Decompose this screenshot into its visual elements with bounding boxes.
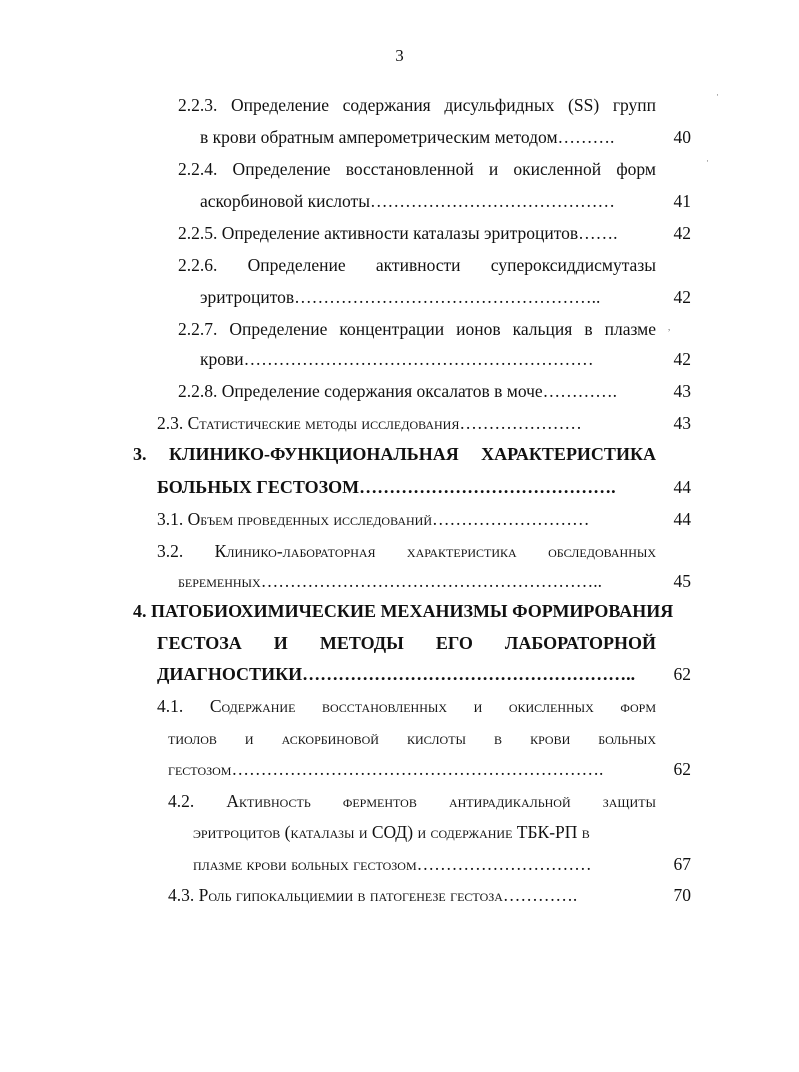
toc-entry-2-2-4-line-1: 2.2.4. Определение восстановленной и окисленной форм xyxy=(178,159,656,179)
scan-speck: , xyxy=(668,322,671,332)
toc-page-2-2-3: 40 xyxy=(673,127,691,147)
toc-entry-2-2-7-line-1: 2.2.7. Определение концентрации ионов кальция в плазме xyxy=(178,319,656,339)
toc-entry-4-2-line-2: эритроцитов (каталазы и СОД) и содержание ТБК-РП в xyxy=(193,822,590,842)
toc-entry-4-1-line-2: тиолов и аскорбиновой кислоты в крови больных xyxy=(168,728,656,748)
toc-page-4-3: 70 xyxy=(673,885,691,905)
toc-entry-3-2-line-2: беременных………………………………………………….. xyxy=(178,571,602,591)
toc-page-chapter-3: 44 xyxy=(673,477,691,497)
toc-chapter-3-line-1: 3. КЛИНИКО-ФУНКЦИОНАЛЬНАЯ ХАРАКТЕРИСТИКА xyxy=(133,444,656,464)
toc-chapter-3-line-2: БОЛЬНЫХ ГЕСТОЗОМ……………………………………. xyxy=(157,477,616,497)
scan-speck: · xyxy=(706,156,709,166)
toc-entry-4-2-line-1: 4.2. Активность ферментов антирадикальной защиты xyxy=(168,791,656,811)
toc-page-4-2: 67 xyxy=(673,854,691,874)
toc-chapter-4-line-2: ГЕСТОЗА И МЕТОДЫ ЕГО ЛАБОРАТОРНОЙ xyxy=(157,633,656,653)
toc-entry-2-2-4-line-2: аскорбиновой кислоты…………………………………… xyxy=(200,191,615,211)
toc-chapter-4-line-3: ДИАГНОСТИКИ……………………………………………….. xyxy=(157,664,636,684)
toc-page-2-2-5: 42 xyxy=(673,223,691,243)
toc-page-2-3: 43 xyxy=(673,413,691,433)
toc-entry-2-2-6-line-2: эритроцитов…………………………………………….. xyxy=(200,287,601,307)
toc-entry-3-1: 3.1. Объем проведенных исследований……………………… xyxy=(157,509,590,529)
toc-entry-2-2-3-line-1: 2.2.3. Определение содержания дисульфидных (SS) групп xyxy=(178,95,656,115)
toc-entry-4-1-line-1: 4.1. Содержание восстановленных и окисленных форм xyxy=(157,696,656,716)
toc-page-3-2: 45 xyxy=(673,571,691,591)
toc-page-2-2-4: 41 xyxy=(673,191,691,211)
toc-entry-2-2-8: 2.2.8. Определение содержания оксалатов в моче…………. xyxy=(178,381,618,401)
toc-page-3-1: 44 xyxy=(673,509,691,529)
scan-speck: · xyxy=(716,90,719,100)
toc-page-4-1: 62 xyxy=(673,759,691,779)
toc-entry-2-3: 2.3. Статистические методы исследования………………… xyxy=(157,413,582,433)
toc-entry-3-2-line-1: 3.2. Клинико-лабораторная характеристика обследованных xyxy=(157,541,656,561)
toc-page-2-2-7: 42 xyxy=(673,349,691,369)
toc-page-chapter-4: 62 xyxy=(673,664,691,684)
toc-entry-4-2-line-3: плазме крови больных гестозом………………………… xyxy=(193,854,592,874)
toc-entry-2-2-6-line-1: 2.2.6. Определение активности супероксиддисмутазы xyxy=(178,255,656,275)
toc-chapter-4-line-1: 4. ПАТОБИОХИМИЧЕСКИЕ МЕХАНИЗМЫ ФОРМИРОВАНИЯ xyxy=(133,601,674,621)
toc-entry-2-2-5: 2.2.5. Определение активности каталазы эритроцитов……. xyxy=(178,223,618,243)
toc-entry-4-1-line-3: гестозом………………………………………………………. xyxy=(168,759,604,779)
page-number: 3 xyxy=(395,46,404,65)
toc-entry-2-2-3-line-2: в крови обратным амперометрическим методом………. xyxy=(200,127,615,147)
toc-page-2-2-8: 43 xyxy=(673,381,691,401)
toc-entry-2-2-7-line-2: крови…………………………………………………… xyxy=(200,349,594,369)
toc-entry-4-3: 4.3. Роль гипокальциемии в патогенезе гестоза…………. xyxy=(168,885,578,905)
toc-page-2-2-6: 42 xyxy=(673,287,691,307)
